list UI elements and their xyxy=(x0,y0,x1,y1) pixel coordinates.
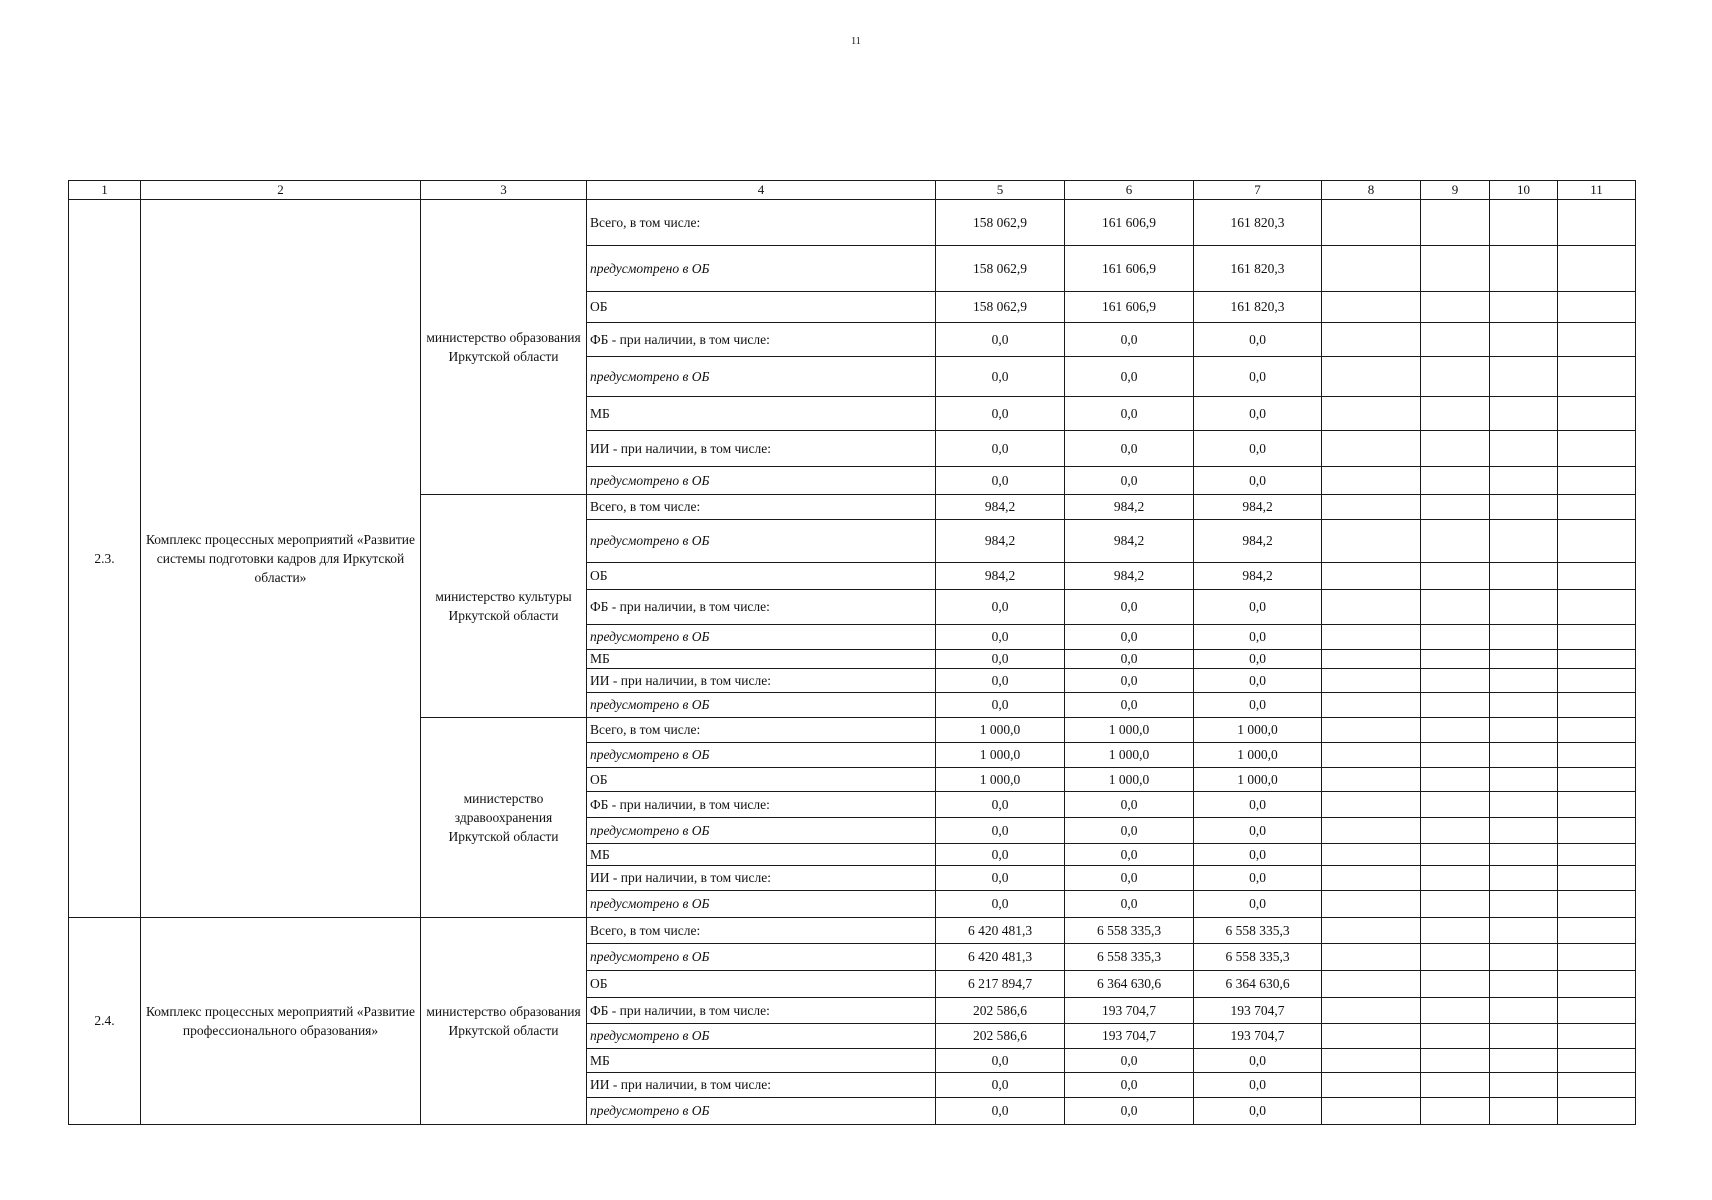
empty-col-8 xyxy=(1322,743,1421,768)
empty-col-9 xyxy=(1421,971,1490,998)
value-col-6: 161 606,9 xyxy=(1065,292,1194,323)
empty-col-9 xyxy=(1421,818,1490,844)
value-col-6: 161 606,9 xyxy=(1065,200,1194,246)
section-name: Комплекс процессных мероприятий «Развитие профессионального образования» xyxy=(141,918,421,1125)
empty-col-9 xyxy=(1421,1049,1490,1073)
empty-col-8 xyxy=(1322,357,1421,397)
empty-col-10 xyxy=(1490,866,1558,891)
empty-col-11 xyxy=(1558,669,1636,693)
empty-col-9 xyxy=(1421,467,1490,495)
value-col-6: 0,0 xyxy=(1065,891,1194,918)
value-col-5: 984,2 xyxy=(936,563,1065,590)
funding-source-label: ФБ - при наличии, в том числе: xyxy=(587,998,936,1024)
empty-col-9 xyxy=(1421,625,1490,650)
empty-col-11 xyxy=(1558,590,1636,625)
empty-col-8 xyxy=(1322,650,1421,669)
empty-col-9 xyxy=(1421,650,1490,669)
empty-col-10 xyxy=(1490,467,1558,495)
value-col-5: 6 420 481,3 xyxy=(936,918,1065,944)
value-col-6: 1 000,0 xyxy=(1065,768,1194,792)
value-col-6: 1 000,0 xyxy=(1065,743,1194,768)
empty-col-11 xyxy=(1558,467,1636,495)
empty-col-10 xyxy=(1490,520,1558,563)
funding-source-label: МБ xyxy=(587,844,936,866)
value-col-6: 6 558 335,3 xyxy=(1065,944,1194,971)
value-col-5: 158 062,9 xyxy=(936,200,1065,246)
value-col-7: 0,0 xyxy=(1194,669,1322,693)
value-col-7: 0,0 xyxy=(1194,323,1322,357)
value-col-5: 6 217 894,7 xyxy=(936,971,1065,998)
empty-col-11 xyxy=(1558,998,1636,1024)
empty-col-9 xyxy=(1421,918,1490,944)
empty-col-10 xyxy=(1490,743,1558,768)
value-col-7: 0,0 xyxy=(1194,1098,1322,1125)
value-col-5: 202 586,6 xyxy=(936,998,1065,1024)
value-col-7: 1 000,0 xyxy=(1194,718,1322,743)
value-col-7: 0,0 xyxy=(1194,397,1322,431)
value-col-7: 0,0 xyxy=(1194,1073,1322,1098)
executor-name: министерство образования Иркутской области xyxy=(421,200,587,495)
value-col-5: 0,0 xyxy=(936,866,1065,891)
empty-col-9 xyxy=(1421,431,1490,467)
empty-col-8 xyxy=(1322,323,1421,357)
value-col-7: 6 558 335,3 xyxy=(1194,944,1322,971)
value-col-6: 984,2 xyxy=(1065,520,1194,563)
value-col-7: 0,0 xyxy=(1194,431,1322,467)
empty-col-10 xyxy=(1490,971,1558,998)
empty-col-11 xyxy=(1558,495,1636,520)
value-col-7: 984,2 xyxy=(1194,495,1322,520)
value-col-7: 0,0 xyxy=(1194,650,1322,669)
value-col-6: 0,0 xyxy=(1065,1073,1194,1098)
value-col-6: 193 704,7 xyxy=(1065,998,1194,1024)
empty-col-8 xyxy=(1322,792,1421,818)
empty-col-10 xyxy=(1490,1098,1558,1125)
empty-col-8 xyxy=(1322,1098,1421,1125)
funding-source-label: МБ xyxy=(587,1049,936,1073)
section-number: 2.3. xyxy=(69,200,141,918)
funding-source-label: предусмотрено в ОБ xyxy=(587,246,936,292)
value-col-7: 6 558 335,3 xyxy=(1194,918,1322,944)
empty-col-9 xyxy=(1421,718,1490,743)
value-col-5: 0,0 xyxy=(936,844,1065,866)
empty-col-8 xyxy=(1322,768,1421,792)
value-col-7: 161 820,3 xyxy=(1194,292,1322,323)
empty-col-9 xyxy=(1421,520,1490,563)
empty-col-11 xyxy=(1558,1049,1636,1073)
empty-col-8 xyxy=(1322,397,1421,431)
empty-col-11 xyxy=(1558,431,1636,467)
empty-col-11 xyxy=(1558,743,1636,768)
empty-col-9 xyxy=(1421,495,1490,520)
empty-col-10 xyxy=(1490,590,1558,625)
empty-col-10 xyxy=(1490,292,1558,323)
value-col-5: 0,0 xyxy=(936,1098,1065,1125)
empty-col-11 xyxy=(1558,650,1636,669)
funding-source-label: ИИ - при наличии, в том числе: xyxy=(587,1073,936,1098)
empty-col-11 xyxy=(1558,323,1636,357)
empty-col-9 xyxy=(1421,844,1490,866)
empty-col-10 xyxy=(1490,918,1558,944)
empty-col-10 xyxy=(1490,625,1558,650)
empty-col-10 xyxy=(1490,1073,1558,1098)
empty-col-8 xyxy=(1322,200,1421,246)
header-cell: 10 xyxy=(1490,181,1558,200)
value-col-6: 0,0 xyxy=(1065,693,1194,718)
empty-col-10 xyxy=(1490,693,1558,718)
funding-source-label: ФБ - при наличии, в том числе: xyxy=(587,792,936,818)
value-col-5: 984,2 xyxy=(936,495,1065,520)
empty-col-9 xyxy=(1421,1073,1490,1098)
empty-col-9 xyxy=(1421,1098,1490,1125)
funding-source-label: ИИ - при наличии, в том числе: xyxy=(587,866,936,891)
value-col-5: 0,0 xyxy=(936,357,1065,397)
empty-col-8 xyxy=(1322,590,1421,625)
value-col-6: 0,0 xyxy=(1065,467,1194,495)
section-name: Комплекс процессных мероприятий «Развитие системы подготовки кадров для Иркутской области» xyxy=(141,200,421,918)
value-col-5: 984,2 xyxy=(936,520,1065,563)
value-col-5: 0,0 xyxy=(936,669,1065,693)
value-col-7: 193 704,7 xyxy=(1194,1024,1322,1049)
empty-col-11 xyxy=(1558,944,1636,971)
empty-col-8 xyxy=(1322,1073,1421,1098)
empty-col-10 xyxy=(1490,818,1558,844)
empty-col-11 xyxy=(1558,563,1636,590)
empty-col-11 xyxy=(1558,200,1636,246)
section-number: 2.4. xyxy=(69,918,141,1125)
empty-col-10 xyxy=(1490,844,1558,866)
value-col-6: 0,0 xyxy=(1065,866,1194,891)
value-col-7: 1 000,0 xyxy=(1194,768,1322,792)
value-col-7: 161 820,3 xyxy=(1194,200,1322,246)
funding-source-label: ОБ xyxy=(587,971,936,998)
empty-col-11 xyxy=(1558,768,1636,792)
value-col-7: 0,0 xyxy=(1194,792,1322,818)
value-col-6: 0,0 xyxy=(1065,818,1194,844)
value-col-5: 202 586,6 xyxy=(936,1024,1065,1049)
empty-col-9 xyxy=(1421,768,1490,792)
header-cell: 7 xyxy=(1194,181,1322,200)
empty-col-9 xyxy=(1421,590,1490,625)
empty-col-8 xyxy=(1322,944,1421,971)
value-col-6: 0,0 xyxy=(1065,625,1194,650)
value-col-7: 0,0 xyxy=(1194,844,1322,866)
value-col-5: 1 000,0 xyxy=(936,768,1065,792)
value-col-6: 0,0 xyxy=(1065,1098,1194,1125)
funding-source-label: предусмотрено в ОБ xyxy=(587,467,936,495)
funding-source-label: Всего, в том числе: xyxy=(587,718,936,743)
funding-source-label: ОБ xyxy=(587,563,936,590)
empty-col-11 xyxy=(1558,520,1636,563)
empty-col-10 xyxy=(1490,246,1558,292)
value-col-5: 1 000,0 xyxy=(936,718,1065,743)
header-cell: 2 xyxy=(141,181,421,200)
table-row xyxy=(69,200,1636,246)
empty-col-8 xyxy=(1322,292,1421,323)
value-col-5: 0,0 xyxy=(936,818,1065,844)
empty-col-8 xyxy=(1322,998,1421,1024)
value-col-6: 0,0 xyxy=(1065,397,1194,431)
value-col-6: 0,0 xyxy=(1065,590,1194,625)
value-col-6: 0,0 xyxy=(1065,844,1194,866)
value-col-5: 0,0 xyxy=(936,467,1065,495)
value-col-6: 161 606,9 xyxy=(1065,246,1194,292)
empty-col-10 xyxy=(1490,792,1558,818)
table-row xyxy=(69,918,1636,944)
value-col-7: 0,0 xyxy=(1194,866,1322,891)
empty-col-9 xyxy=(1421,792,1490,818)
header-cell: 9 xyxy=(1421,181,1490,200)
value-col-5: 0,0 xyxy=(936,650,1065,669)
empty-col-9 xyxy=(1421,998,1490,1024)
value-col-7: 0,0 xyxy=(1194,590,1322,625)
empty-col-11 xyxy=(1558,625,1636,650)
value-col-6: 0,0 xyxy=(1065,357,1194,397)
funding-source-label: ОБ xyxy=(587,768,936,792)
value-col-7: 193 704,7 xyxy=(1194,998,1322,1024)
value-col-7: 0,0 xyxy=(1194,693,1322,718)
funding-source-label: ИИ - при наличии, в том числе: xyxy=(587,431,936,467)
empty-col-9 xyxy=(1421,397,1490,431)
value-col-5: 0,0 xyxy=(936,792,1065,818)
value-col-5: 158 062,9 xyxy=(936,246,1065,292)
funding-source-label: Всего, в том числе: xyxy=(587,918,936,944)
value-col-7: 1 000,0 xyxy=(1194,743,1322,768)
empty-col-9 xyxy=(1421,743,1490,768)
empty-col-8 xyxy=(1322,495,1421,520)
empty-col-8 xyxy=(1322,891,1421,918)
value-col-6: 984,2 xyxy=(1065,495,1194,520)
value-col-5: 0,0 xyxy=(936,431,1065,467)
empty-col-10 xyxy=(1490,495,1558,520)
empty-col-8 xyxy=(1322,1049,1421,1073)
empty-col-9 xyxy=(1421,693,1490,718)
funding-source-label: предусмотрено в ОБ xyxy=(587,520,936,563)
funding-source-label: Всего, в том числе: xyxy=(587,495,936,520)
value-col-5: 0,0 xyxy=(936,397,1065,431)
empty-col-10 xyxy=(1490,397,1558,431)
empty-col-8 xyxy=(1322,467,1421,495)
value-col-5: 1 000,0 xyxy=(936,743,1065,768)
value-col-6: 0,0 xyxy=(1065,323,1194,357)
empty-col-8 xyxy=(1322,918,1421,944)
empty-col-10 xyxy=(1490,998,1558,1024)
empty-col-9 xyxy=(1421,292,1490,323)
empty-col-9 xyxy=(1421,891,1490,918)
value-col-5: 0,0 xyxy=(936,891,1065,918)
funding-source-label: Всего, в том числе: xyxy=(587,200,936,246)
value-col-5: 0,0 xyxy=(936,693,1065,718)
empty-col-10 xyxy=(1490,944,1558,971)
empty-col-8 xyxy=(1322,1024,1421,1049)
funding-source-label: предусмотрено в ОБ xyxy=(587,891,936,918)
empty-col-8 xyxy=(1322,669,1421,693)
empty-col-10 xyxy=(1490,563,1558,590)
funding-source-label: МБ xyxy=(587,397,936,431)
empty-col-10 xyxy=(1490,1049,1558,1073)
value-col-7: 0,0 xyxy=(1194,467,1322,495)
empty-col-11 xyxy=(1558,866,1636,891)
funding-source-label: предусмотрено в ОБ xyxy=(587,1098,936,1125)
empty-col-11 xyxy=(1558,1098,1636,1125)
funding-source-label: предусмотрено в ОБ xyxy=(587,357,936,397)
empty-col-9 xyxy=(1421,357,1490,397)
empty-col-8 xyxy=(1322,520,1421,563)
empty-col-9 xyxy=(1421,866,1490,891)
funding-source-label: предусмотрено в ОБ xyxy=(587,625,936,650)
empty-col-8 xyxy=(1322,563,1421,590)
empty-col-10 xyxy=(1490,650,1558,669)
empty-col-10 xyxy=(1490,431,1558,467)
empty-col-8 xyxy=(1322,625,1421,650)
value-col-7: 161 820,3 xyxy=(1194,246,1322,292)
funding-source-label: МБ xyxy=(587,650,936,669)
funding-source-label: предусмотрено в ОБ xyxy=(587,944,936,971)
empty-col-8 xyxy=(1322,818,1421,844)
value-col-5: 0,0 xyxy=(936,323,1065,357)
empty-col-10 xyxy=(1490,357,1558,397)
empty-col-11 xyxy=(1558,971,1636,998)
empty-col-10 xyxy=(1490,323,1558,357)
budget-table xyxy=(68,180,1636,1125)
empty-col-8 xyxy=(1322,431,1421,467)
funding-source-label: ИИ - при наличии, в том числе: xyxy=(587,669,936,693)
empty-col-11 xyxy=(1558,718,1636,743)
empty-col-11 xyxy=(1558,246,1636,292)
header-cell: 1 xyxy=(69,181,141,200)
value-col-7: 0,0 xyxy=(1194,357,1322,397)
empty-col-10 xyxy=(1490,768,1558,792)
value-col-7: 6 364 630,6 xyxy=(1194,971,1322,998)
empty-col-8 xyxy=(1322,718,1421,743)
value-col-6: 0,0 xyxy=(1065,431,1194,467)
header-cell: 3 xyxy=(421,181,587,200)
empty-col-9 xyxy=(1421,669,1490,693)
value-col-6: 6 364 630,6 xyxy=(1065,971,1194,998)
value-col-5: 0,0 xyxy=(936,590,1065,625)
value-col-6: 0,0 xyxy=(1065,1049,1194,1073)
value-col-7: 0,0 xyxy=(1194,1049,1322,1073)
executor-name: министерство образования Иркутской области xyxy=(421,918,587,1125)
value-col-7: 984,2 xyxy=(1194,520,1322,563)
empty-col-11 xyxy=(1558,818,1636,844)
funding-source-label: предусмотрено в ОБ xyxy=(587,1024,936,1049)
value-col-5: 158 062,9 xyxy=(936,292,1065,323)
value-col-7: 0,0 xyxy=(1194,891,1322,918)
value-col-6: 6 558 335,3 xyxy=(1065,918,1194,944)
header-cell: 8 xyxy=(1322,181,1421,200)
empty-col-9 xyxy=(1421,246,1490,292)
value-col-6: 984,2 xyxy=(1065,563,1194,590)
empty-col-11 xyxy=(1558,918,1636,944)
funding-source-label: предусмотрено в ОБ xyxy=(587,743,936,768)
value-col-6: 0,0 xyxy=(1065,669,1194,693)
empty-col-11 xyxy=(1558,693,1636,718)
empty-col-11 xyxy=(1558,1024,1636,1049)
header-cell: 5 xyxy=(936,181,1065,200)
empty-col-11 xyxy=(1558,891,1636,918)
empty-col-8 xyxy=(1322,844,1421,866)
executor-name: министерство здравоохранения Иркутской области xyxy=(421,718,587,918)
value-col-7: 984,2 xyxy=(1194,563,1322,590)
empty-col-8 xyxy=(1322,693,1421,718)
value-col-5: 0,0 xyxy=(936,625,1065,650)
empty-col-10 xyxy=(1490,891,1558,918)
empty-col-9 xyxy=(1421,563,1490,590)
funding-source-label: ОБ xyxy=(587,292,936,323)
header-cell: 4 xyxy=(587,181,936,200)
empty-col-8 xyxy=(1322,971,1421,998)
funding-source-label: ФБ - при наличии, в том числе: xyxy=(587,590,936,625)
empty-col-11 xyxy=(1558,844,1636,866)
value-col-5: 6 420 481,3 xyxy=(936,944,1065,971)
empty-col-11 xyxy=(1558,1073,1636,1098)
value-col-5: 0,0 xyxy=(936,1073,1065,1098)
empty-col-10 xyxy=(1490,669,1558,693)
empty-col-11 xyxy=(1558,292,1636,323)
empty-col-11 xyxy=(1558,792,1636,818)
empty-col-10 xyxy=(1490,718,1558,743)
empty-col-10 xyxy=(1490,200,1558,246)
empty-col-10 xyxy=(1490,1024,1558,1049)
empty-col-9 xyxy=(1421,1024,1490,1049)
empty-col-8 xyxy=(1322,246,1421,292)
header-row xyxy=(69,181,1636,200)
value-col-7: 0,0 xyxy=(1194,818,1322,844)
empty-col-8 xyxy=(1322,866,1421,891)
empty-col-9 xyxy=(1421,944,1490,971)
executor-name: министерство культуры Иркутской области xyxy=(421,495,587,718)
value-col-7: 0,0 xyxy=(1194,625,1322,650)
empty-col-11 xyxy=(1558,357,1636,397)
value-col-6: 193 704,7 xyxy=(1065,1024,1194,1049)
empty-col-9 xyxy=(1421,200,1490,246)
funding-source-label: ФБ - при наличии, в том числе: xyxy=(587,323,936,357)
page-number: 11 xyxy=(851,36,861,47)
empty-col-11 xyxy=(1558,397,1636,431)
value-col-6: 0,0 xyxy=(1065,792,1194,818)
header-cell: 6 xyxy=(1065,181,1194,200)
empty-col-9 xyxy=(1421,323,1490,357)
header-cell: 11 xyxy=(1558,181,1636,200)
value-col-5: 0,0 xyxy=(936,1049,1065,1073)
value-col-6: 0,0 xyxy=(1065,650,1194,669)
value-col-6: 1 000,0 xyxy=(1065,718,1194,743)
funding-source-label: предусмотрено в ОБ xyxy=(587,693,936,718)
funding-source-label: предусмотрено в ОБ xyxy=(587,818,936,844)
